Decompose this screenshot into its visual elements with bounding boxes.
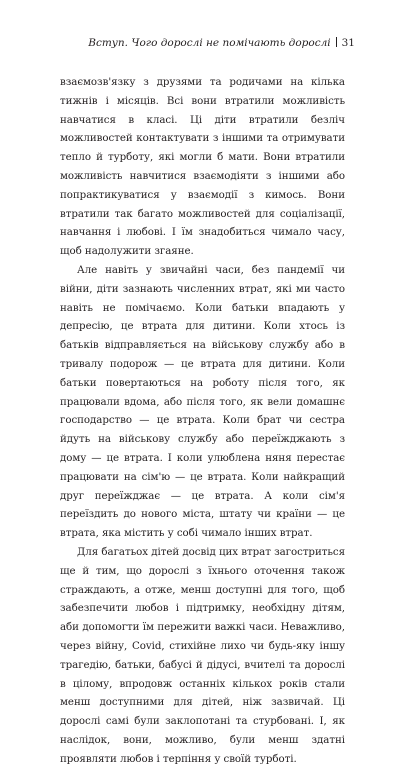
page-number: 31 bbox=[341, 37, 355, 49]
running-head-divider bbox=[336, 37, 337, 47]
paragraph-3: Для багатьох дітей досвід цих втрат загостриться ще й тим, що дорослі з їхнього оточення також страждають, а отже, менш доступні для того, щоб забезпечити любов і підтримку, необхідну дітям, аби допомогти їм пережити важкі часи. Неважливо, через війну, Covid, стихійне лихо чи будь-яку іншу трагедію, батьки, бабусі й дідусі, вчителі та дорослі в цілому, впродовж останніх кількох років стали менш доступними для дітей, ніж зазвичай. Ці дорослі самі були заклопотані та стурбовані. І, як наслідок, вони, можливо, були менш здатні проявляти любов і терпіння у своїй турботі. bbox=[60, 545, 345, 765]
running-head-title: Вступ. Чого дорослі не помічають дорослі bbox=[88, 37, 331, 49]
paragraph-2: Але навіть у звичайні часи, без пандемії чи війни, діти зазнають численних втрат, які ми часто навіть не помічаємо. Коли батьки впадають у депресію, це втрата для дитини. Коли хтось із батьків відправляється на військову службу або в тривалу подорож — це втрата для дитини. Коли батьки повертаються на роботу після того, як працювали вдома, або після того, як вели домашнє господарство — це втрата. Коли брат чи сестра йдуть на військову службу або переїжджають з дому — це втрата. І коли улюблена няня перестає працювати на сім'ю — це втрата. Коли найкращий друг переїжджає — це втрата. А коли сім'я переїздить до нового міста, штату чи країни — це втрата, яка містить у собі чимало інших втрат. bbox=[60, 263, 345, 540]
body-text bbox=[60, 73, 345, 768]
running-head bbox=[88, 37, 355, 49]
paragraph-1: взаємозв'язку з друзями та родичами на кілька тижнів і місяців. Всі вони втратили можливість навчатися в класі. Ці діти втратили безліч можливостей контактувати з іншими та отримувати тепло й турботу, які могли б мати. Вони втратили можливість навчитися взаємодіяти з іншими або попрактикуватися у взаємодії з кимось. Вони втратили так багато можливостей для соціалізації, навчання і любові. І їм знадобиться чимало часу, щоб надолужити згаяне. bbox=[60, 76, 345, 258]
